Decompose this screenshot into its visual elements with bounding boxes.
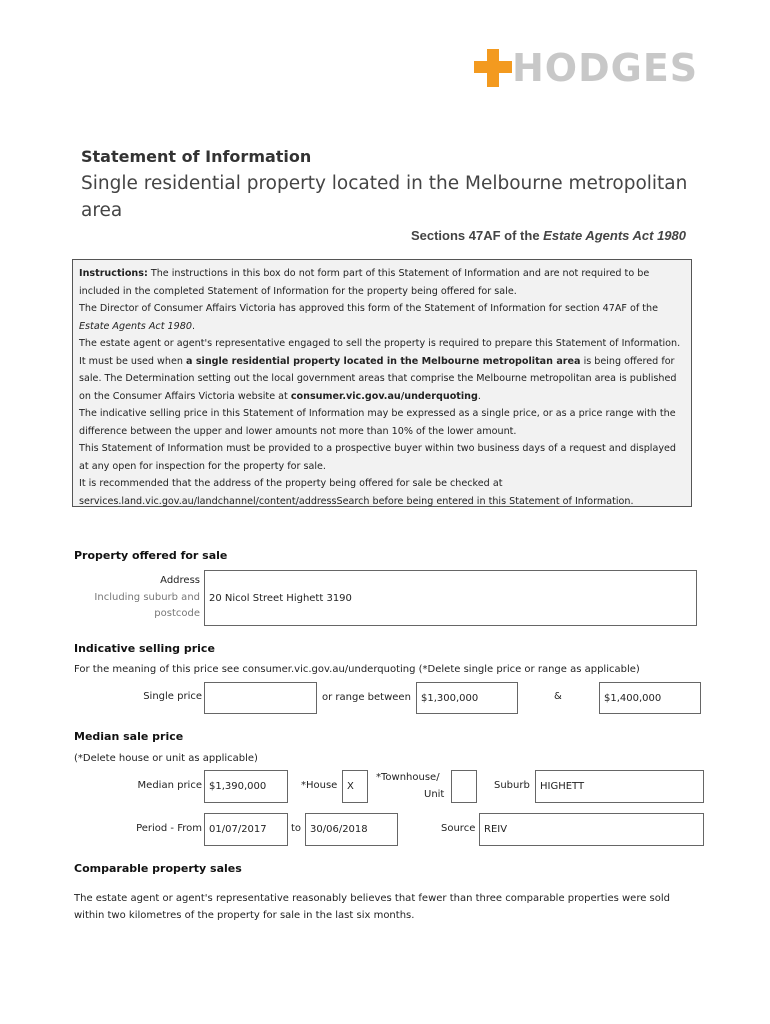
single-price-label: Single price (143, 691, 202, 702)
median-note: (*Delete house or unit as applicable) (74, 753, 258, 764)
house-field[interactable]: X (342, 770, 368, 803)
instructions-p4: The indicative selling price in this Statement of Information may be expressed as a single price, or as a price range with the difference between the upper and lower amounts not more than 10% of the lower amount. (79, 408, 676, 437)
period-from-field[interactable]: 01/07/2017 (204, 813, 288, 846)
range-ampersand: & (554, 691, 562, 702)
period-to-label: to (291, 823, 302, 834)
townhouse-label: *Townhouse/ (376, 772, 440, 783)
instructions-p2: The Director of Consumer Affairs Victoria has approved this form of the Statement of Information for section 47AF of the Estate Agents Act 1980. (79, 303, 659, 332)
median-heading: Median sale price (74, 730, 184, 743)
indicative-note: For the meaning of this price see consumer.vic.gov.au/underquoting (*Delete single price or range as applicable) (74, 664, 640, 675)
address-hint-1: Including suburb and (94, 592, 200, 603)
underquoting-link[interactable]: consumer.vic.gov.au/underquoting (290, 390, 478, 402)
address-hint-2: postcode (154, 608, 200, 619)
property-heading: Property offered for sale (74, 549, 228, 562)
range-high-field[interactable]: $1,400,000 (599, 682, 701, 714)
logo-plus-vertical (487, 49, 499, 87)
source-label: Source (441, 823, 476, 834)
median-price-field[interactable]: $1,390,000 (204, 770, 288, 803)
period-to-field[interactable]: 30/06/2018 (305, 813, 398, 846)
comparable-heading: Comparable property sales (74, 862, 242, 875)
page-subtitle: Single residential property located in the Melbourne metropolitan area (81, 173, 688, 221)
indicative-heading: Indicative selling price (74, 642, 215, 655)
instructions-p5: This Statement of Information must be provided to a prospective buyer within two business days of a request and displayed at any open for inspection for the property for sale. (79, 443, 677, 472)
range-low-field[interactable]: $1,300,000 (416, 682, 518, 714)
address-field[interactable]: 20 Nicol Street Highett 3190 (204, 570, 697, 626)
comparable-text: The estate agent or agent's representative reasonably believes that fewer than three comparable properties were sold within two kilometres of the property for sale in the last six months. (74, 893, 670, 921)
instructions-box (72, 259, 692, 507)
page-title: Statement of Information (81, 147, 312, 166)
single-price-field[interactable] (204, 682, 317, 714)
instructions-p3: The estate agent or agent's representative engaged to sell the property is required to prepare this Statement of Information. It must be used when a single residential property located in the Melbourne metropolitan area is being offered for sale. The Determination setting out the local government areas that comprise the Melbourne metropolitan area is published on the Consumer Affairs Victoria website at consumer.vic.gov.au/underquoting. (79, 338, 681, 402)
unit-field[interactable] (451, 770, 477, 803)
address-label: Address (160, 575, 200, 586)
instructions-p1: Instructions: The instructions in this box do not form part of this Statement of Information and are not required to be included in the completed Statement of Information for the property being offered for sale. (79, 268, 650, 297)
source-field[interactable]: REIV (479, 813, 704, 846)
suburb-field[interactable]: HIGHETT (535, 770, 704, 803)
range-label: or range between (322, 692, 411, 703)
sections-reference: Sections 47AF of the Estate Agents Act 1980 (410, 228, 686, 243)
suburb-label: Suburb (494, 780, 530, 791)
period-label: Period - From (136, 823, 202, 834)
house-label: *House (301, 780, 338, 791)
unit-label: Unit (424, 789, 445, 800)
instructions-p6: It is recommended that the address of the property being offered for sale be checked at services.land.vic.gov.au/landchannel/content/addressSearch before being entered in this Statement of Information. (79, 478, 634, 507)
median-price-label: Median price (137, 780, 202, 791)
act-name: Estate Agents Act 1980 (543, 228, 686, 243)
logo-text: HODGES (512, 46, 699, 90)
